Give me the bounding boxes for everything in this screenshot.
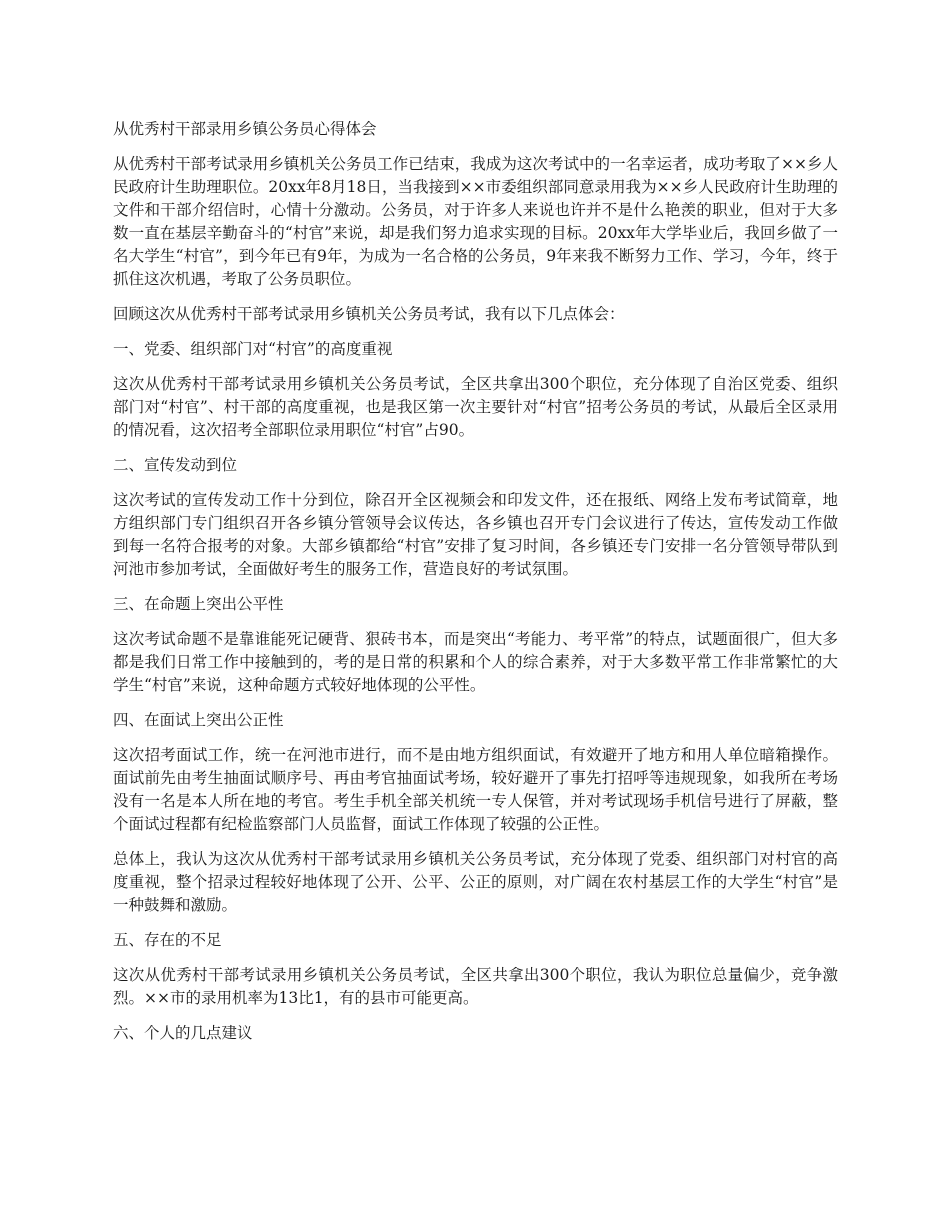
summary-paragraph: 总体上，我认为这次从优秀村干部考试录用乡镇机关公务员考试，充分体现了党委、组织部门对村官的高度重视，整个招录过程较好地体现了公开、公平、公正的原则，对广阔在农村基层工作的大学生“村官”是一种鼓舞和激励。 [113, 850, 838, 914]
section-heading-4: 四、在面试上突出公正性 [113, 711, 284, 729]
section-heading-6: 六、个人的几点建议 [113, 1024, 253, 1042]
section-paragraph-3: 这次考试命题不是靠谁能死记硬背、狠砖书本，而是突出“考能力、考平常”的特点，试题面很广，但大多都是我们日常工作中接触到的，考的是日常的积累和个人的综合素养，对于大多数平常工作非常繁忙的大学生“村官”来说，这种命题方式较好地体现的公平性。 [113, 630, 838, 694]
section-paragraph-4: 这次招考面试工作，统一在河池市进行，而不是由地方组织面试，有效避开了地方和用人单位暗箱操作。面试前先由考生抽面试顺序号、再由考官抽面试考场，较好避开了事先打招呼等违规现象，如我所在考场没有一名是本人所在地的考官。考生手机全部关机统一专人保管，并对考试现场手机信号进行了屏蔽，整个面试过程都有纪检监察部门人员监督，面试工作体现了较强的公正性。 [113, 746, 838, 833]
section-paragraph-2: 这次考试的宣传发动工作十分到位，除召开全区视频会和印发文件，还在报纸、网络上发布考试简章，地方组织部门专门组织召开各乡镇分管领导会议传达，各乡镇也召开专门会议进行了传达，宣传发动工作做到每一名符合报考的对象。大部乡镇都给“村官”安排了复习时间，各乡镇还专门安排一名分管领导带队到河池市参加考试，全面做好考生的服务工作，营造良好的考试氛围。 [113, 491, 838, 578]
section-heading-3: 三、在命题上突出公平性 [113, 595, 284, 613]
document-title: 从优秀村干部录用乡镇公务员心得体会 [113, 120, 377, 138]
review-paragraph: 回顾这次从优秀村干部考试录用乡镇机关公务员考试，我有以下几点体会： [113, 305, 625, 323]
section-heading-2: 二、宣传发动到位 [113, 456, 238, 474]
section-heading-1: 一、党委、组织部门对“村官”的高度重视 [113, 340, 393, 358]
section-heading-5: 五、存在的不足 [113, 931, 222, 949]
intro-paragraph: 从优秀村干部考试录用乡镇机关公务员工作已结束，我成为这次考试中的一名幸运者，成功考取了××乡人民政府计生助理职位。20xx年8月18日，当我接到××市委组织部同意录用我为××乡人民政府计生助理的文件和干部介绍信时，心情十分激动。公务员，对于许多人来说也许并不是什么艳羡的职业，但对于大多数一直在基层辛勤奋斗的“村官”来说，却是我们努力追求实现的目标。20xx年大学毕业后，我回乡做了一名大学生“村官”，到今年已有9年，为成为一名合格的公务员，9年来我不断努力工作、学习，今年，终于抓住这次机遇，考取了公务员职位。 [113, 155, 838, 288]
section-paragraph-5: 这次从优秀村干部考试录用乡镇机关公务员考试，全区共拿出300个职位，我认为职位总量偏少，竞争激烈。××市的录用机率为13比1，有的县市可能更高。 [113, 966, 838, 1007]
section-paragraph-1: 这次从优秀村干部考试录用乡镇机关公务员考试，全区共拿出300个职位，充分体现了自治区党委、组织部门对“村官”、村干部的高度重视，也是我区第一次主要针对“村官”招考公务员的考试，从最后全区录用的情况看，这次招考全部职位录用职位“村官”占90。 [113, 375, 838, 439]
document-page [113, 118, 838, 1057]
